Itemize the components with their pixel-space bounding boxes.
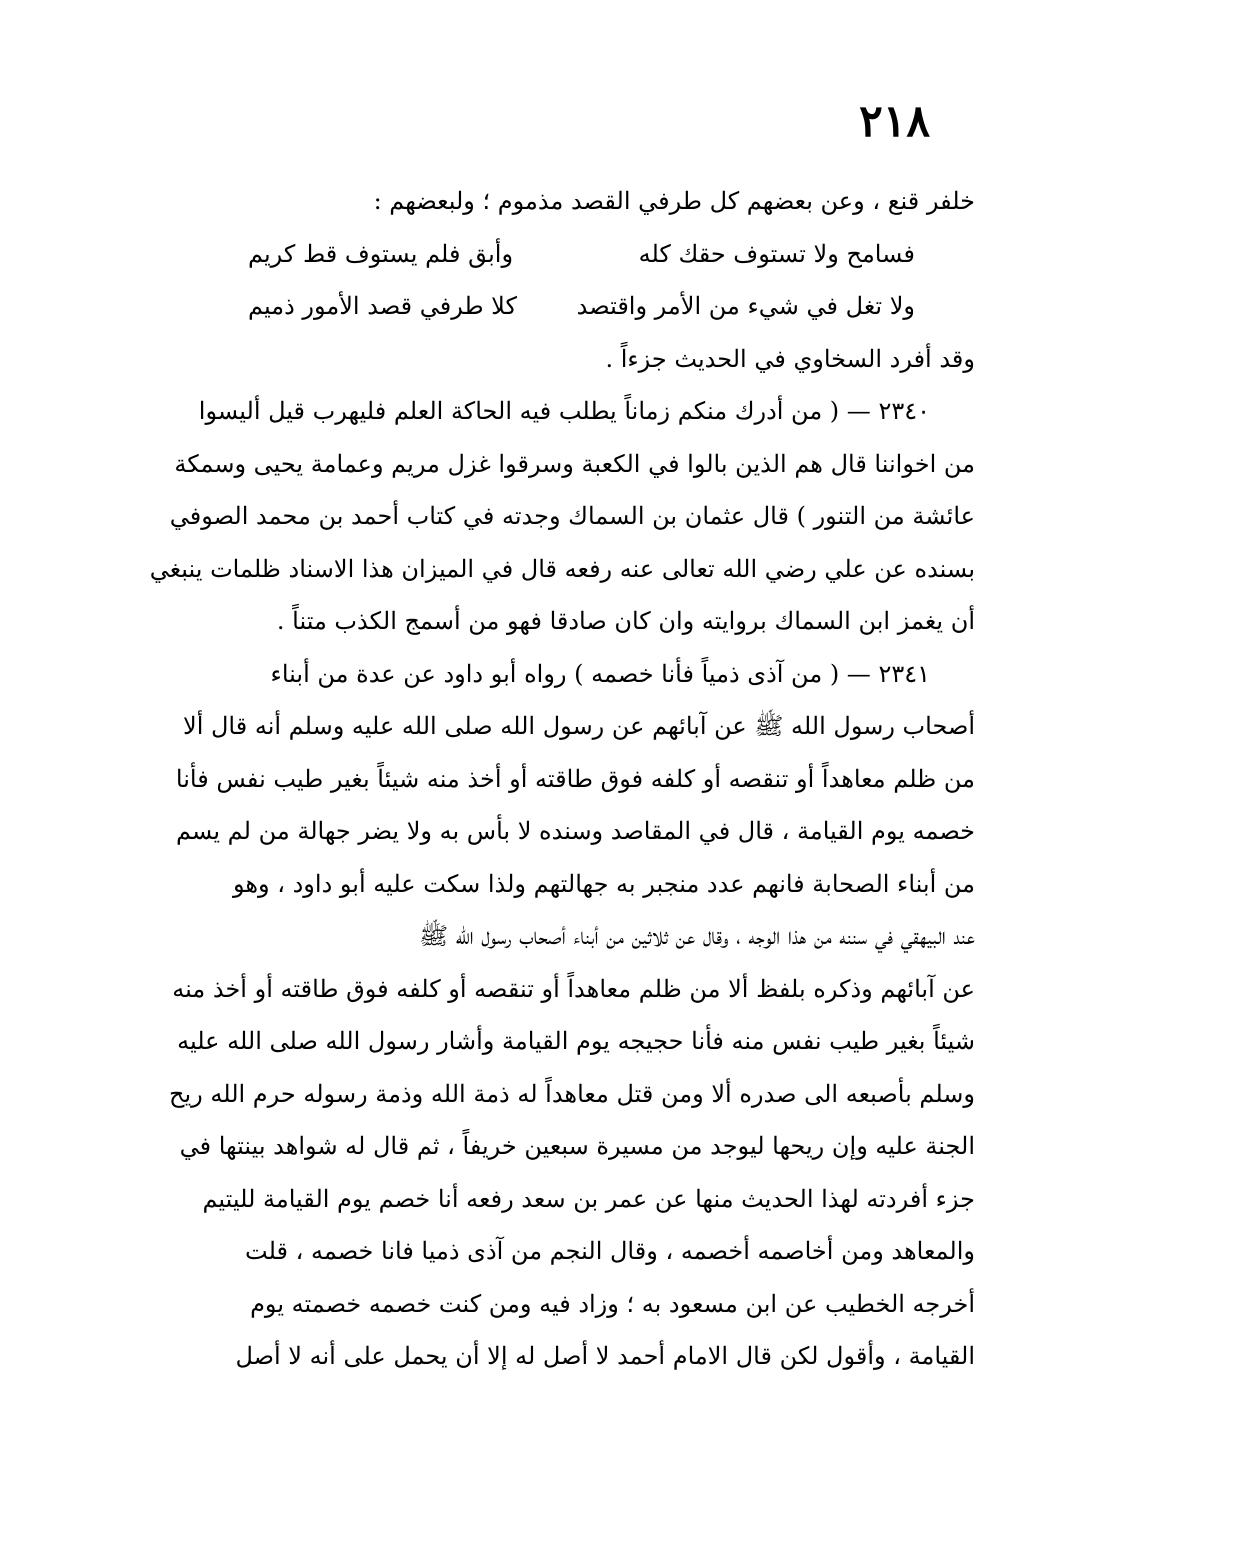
text-line: وقد أفرد السخاوي في الحديث جزءاً . bbox=[605, 344, 975, 373]
text-line: أخرجه الخطيب عن ابن مسعود به ؛ وزاد فيه ومن كنت خصمه خصمته يوم bbox=[250, 1289, 975, 1318]
text-line: وسلم بأصبعه الى صدره ألا ومن قتل معاهداً له ذمة الله وذمة رسوله حرم الله ريح bbox=[168, 1079, 975, 1108]
text-line: عن آبائهم وذكره بلفظ ألا من ظلم معاهداً أو تنقصه أو كلفه فوق طاقته أو أخذ منه bbox=[172, 974, 975, 1003]
text-line: شيئاً بغير طيب نفس منه فأنا حجيجه يوم القيامة وأشار رسول الله صلى الله عليه bbox=[177, 1027, 975, 1055]
text-line: خصمه يوم القيامة ، قال في المقاصد وسنده لا بأس به ولا يضر جهالة من لم يسم bbox=[175, 817, 975, 845]
verse-first-hemistich: ولا تغل في شيء من الأمر واقتصد bbox=[576, 292, 915, 320]
text-line: عند البيهقي في سننه من هذا الوجه ، وقال عن ثلاثين من أبناء أصحاب رسول الله ﷺ bbox=[419, 922, 975, 950]
body-text bbox=[149, 175, 975, 1383]
text-line: أصحاب رسول الله ﷺ عن آبائهم عن رسول الله صلى الله عليه وسلم أنه قال ألا bbox=[183, 712, 975, 740]
poetry-verse bbox=[240, 228, 975, 281]
hadith-entry-2340-start: ٢٣٤٠ — ( من أدرك منكم زماناً يطلب فيه الحاكة العلم فليهرب قيل أليسوا bbox=[198, 397, 930, 425]
text-line: أن يغمز ابن السماك بروايته وان كان صادقا فهو من أسمج الكذب متناً . bbox=[276, 607, 975, 635]
hadith-entry-2341-start: ٢٣٤١ — ( من آذى ذمياً فأنا خصمه ) رواه أبو داود عن عدة من أبناء bbox=[270, 659, 930, 688]
text-line: القيامة ، وأقول لكن قال الامام أحمد لا أصل له إلا أن يحمل على أنه لا أصل bbox=[235, 1342, 975, 1370]
verse-second-hemistich: كلا طرفي قصد الأمور ذميم bbox=[248, 292, 517, 320]
text-line: من اخواننا قال هم الذين بالوا في الكعبة وسرقوا غزل مريم وعمامة يحيى وسمكة bbox=[174, 449, 975, 478]
text-line: من ظلم معاهداً أو تنقصه أو كلفه فوق طاقته أو أخذ منه شيئاً بغير طيب نفس فأنا bbox=[175, 764, 975, 793]
text-line: عائشة من التنور ) قال عثمان بن السماك وجدته في كتاب أحمد بن محمد الصوفي bbox=[169, 502, 975, 530]
text-line: بسنده عن علي رضي الله تعالى عنه رفعه قال في الميزان هذا الاسناد ظلمات ينبغي bbox=[149, 554, 975, 583]
text-line: الجنة عليه وإن ريحها ليوجد من مسيرة سبعين خريفاً ، ثم قال له شواهد بينتها في bbox=[179, 1132, 975, 1160]
text-line: جزء أفردته لهذا الحديث منها عن عمر بن سعد رفعه أنا خصم يوم القيامة لليتيم bbox=[202, 1184, 975, 1213]
text-line: خلفر قنع ، وعن بعضهم كل طرفي القصد مذموم ؛ ولبعضهم : bbox=[373, 187, 975, 215]
text-line: من أبناء الصحابة فانهم عدد منجبر به جهالتهم ولذا سكت عليه أبو داود ، وهو bbox=[232, 869, 975, 898]
verse-second-hemistich: وأبق فلم يستوف قط كريم bbox=[248, 239, 514, 268]
poetry-verse bbox=[240, 280, 975, 333]
page-number: ٢١٨ bbox=[859, 96, 930, 147]
verse-first-hemistich: فسامح ولا تستوف حقك كله bbox=[638, 239, 915, 268]
text-line: والمعاهد ومن أخاصمه أخصمه ، وقال النجم من آذى ذميا فانا خصمه ، قلت bbox=[245, 1237, 975, 1265]
